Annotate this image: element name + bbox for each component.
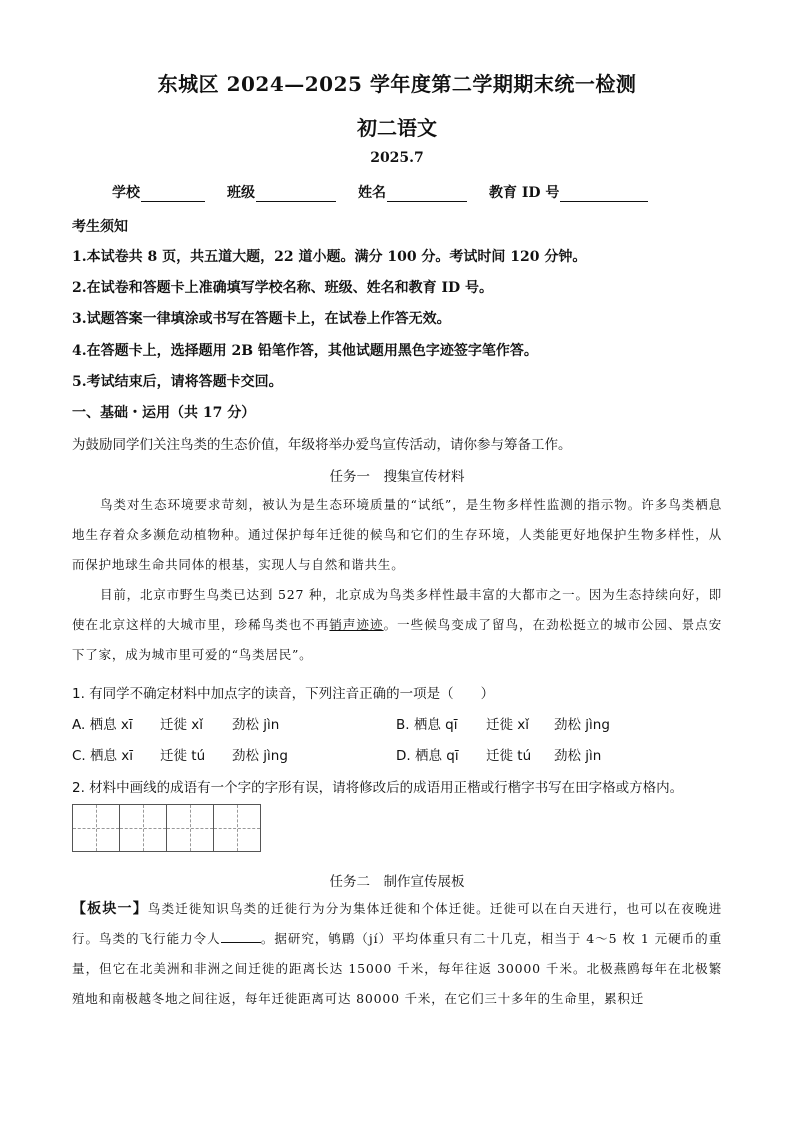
class-label: 班级	[227, 185, 255, 201]
option-b[interactable]	[396, 713, 610, 733]
option-text: 劲松 jìn	[554, 748, 602, 764]
education-id-label: 教育 ID 号	[489, 185, 560, 201]
notice-item: 2.在试卷和答题卡上准确填写学校名称、班级、姓名和教育 ID 号。	[72, 280, 494, 296]
tianzige-cell[interactable]	[213, 804, 261, 852]
exam-title: 东城区 2024—2025 学年度第二学期期末统一检测	[157, 72, 637, 96]
option-d[interactable]	[396, 744, 602, 764]
class-field[interactable]	[227, 182, 336, 202]
paragraph-text: 目前，北京市野生鸟类已达到 527 种，北京成为鸟类多样性最丰富的大都市之一。因为生态持续向好，即使在北京这样的大城市里，珍稀鸟类也不再	[72, 587, 722, 632]
notice-heading: 考生须知	[72, 219, 128, 235]
option-text: B. 栖息 qī	[396, 717, 458, 733]
tianzige-cell[interactable]	[166, 804, 214, 852]
name-label: 姓名	[358, 185, 386, 201]
paragraph-text: 。据研究，鸲鹛（jí）平均体重只有二十几克，相当于 4～5 枚 1 元硬币的重量，但它在北美洲和非洲之间迁徙的距离长达 15000 千米，每年往返 30000 千米。北极燕鸥每年在北极繁殖地和南极越冬地之间往返，每年迁徙距离可达 80000 千米，在它们三十多年的生命里，累积迁	[72, 931, 722, 1006]
option-text: 迁徙 xǐ	[160, 717, 204, 733]
tianzige-grid[interactable]	[72, 804, 260, 852]
exam-date: 2025.7	[370, 150, 424, 166]
underlined-idiom: 销声迹迹	[329, 617, 384, 632]
task-one-heading: 任务一 搜集宣传材料	[329, 469, 465, 485]
answer-blank[interactable]	[221, 930, 261, 943]
board-section-one	[72, 894, 722, 1014]
option-text: 迁徙 tú	[160, 748, 206, 764]
section-intro: 为鼓励同学们关注鸟类的生态价值，年级将举办爱鸟宣传活动，请你参与筹备工作。	[72, 437, 572, 453]
name-field[interactable]	[358, 182, 467, 202]
student-info-fields	[112, 182, 648, 202]
notice-item: 1.本试卷共 8 页，共五道大题，22 道小题。满分 100 分。考试时间 120 分钟。	[72, 249, 587, 265]
education-id-field[interactable]	[489, 182, 648, 202]
option-text: 劲松 jìng	[232, 748, 288, 764]
exam-subtitle: 初二语文	[357, 116, 437, 140]
question-1: 1. 有同学不确定材料中加点字的读音，下列注音正确的一项是（ ）	[72, 686, 495, 702]
task-two-heading: 任务二 制作宣传展板	[329, 874, 465, 890]
option-text: 劲松 jìng	[554, 717, 610, 733]
question-2: 2. 材料中画线的成语有一个字的字形有误，请将修改后的成语用正楷或行楷字书写在田字格或方格内。	[72, 780, 684, 796]
material-paragraph-1: 鸟类对生态环境要求苛刻，被认为是生态环境质量的“试纸”，是生物多样性监测的指示物。许多鸟类栖息地生存着众多濒危动植物种。通过保护每年迁徙的候鸟和它们的生存环境，人类能更好地保护生物多样性，从而保护地球生命共同体的根基，实现人与自然和谐共生。	[72, 497, 722, 572]
school-label: 学校	[112, 185, 140, 201]
school-field[interactable]	[112, 182, 205, 202]
option-text: C. 栖息 xī	[72, 748, 134, 764]
paragraph-text: 。一些候鸟变成了留鸟，在劲松挺立的城市公园、景点安下了家，成为城市里可爱的“鸟类居民”。	[72, 617, 722, 662]
tianzige-cell[interactable]	[119, 804, 167, 852]
option-text: 劲松 jìn	[232, 717, 280, 733]
option-text: A. 栖息 xī	[72, 717, 133, 733]
material-paragraph-2	[72, 580, 722, 670]
tianzige-cell[interactable]	[72, 804, 120, 852]
option-text: 迁徙 xǐ	[486, 717, 530, 733]
option-c[interactable]	[72, 744, 288, 764]
notice-item: 3.试题答案一律填涂或书写在答题卡上，在试卷上作答无效。	[72, 311, 451, 327]
option-a[interactable]	[72, 713, 280, 733]
board-label: 【板块一】	[72, 901, 148, 917]
notice-item: 5.考试结束后，请将答题卡交回。	[72, 374, 283, 390]
option-text: 迁徙 tú	[486, 748, 532, 764]
notice-item: 4.在答题卡上，选择题用 2B 铅笔作答，其他试题用黑色字迹签字笔作答。	[72, 343, 538, 359]
paragraph-text: 鸟类迁徙知识鸟类的迁徙行为分为集体迁徙和个体迁徙。迁徙可以在白天进行，也可以在夜晚进行。鸟类的飞行能力令人	[72, 901, 722, 946]
section-heading: 一、基础・运用（共 17 分）	[72, 405, 256, 421]
option-text: D. 栖息 qī	[396, 748, 459, 764]
